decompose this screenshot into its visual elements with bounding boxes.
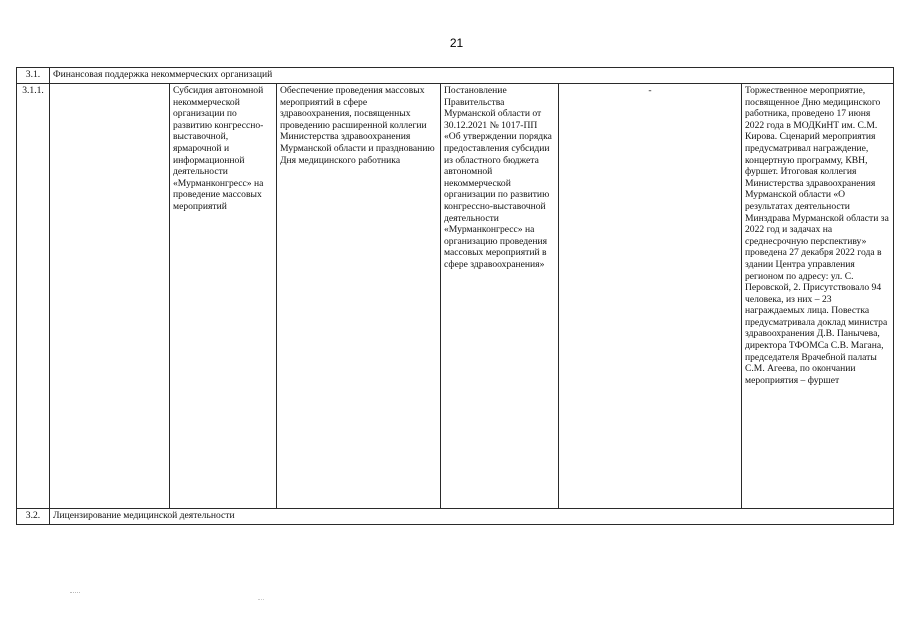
scan-artifact (70, 592, 80, 595)
row-number: 3.1.1. (17, 84, 50, 509)
section-row-3-1 (17, 68, 894, 84)
section-number: 3.1. (17, 68, 50, 84)
dash-cell: - (559, 84, 742, 509)
section-row-3-2 (17, 509, 894, 525)
result-cell: Торжественное мероприятие, посвященное Дню медицинского работника, проведено 17 июня 2022 года в МОДКиНТ им. С.М. Кирова. Сценарий мероприятия предусматривал награждение, концертную программу, КВН, фуршет. Итоговая коллегия Министерства здравоохранения Мурманской области «О результатах деятельности Минздрава Мурманской области за 2022 год и задачах на среднесрочную перспективу» проведена 27 декабря 2022 года в здании Центра управления регионом по адресу: ул. С. Перовской, 2. Присутствовало 94 человека, из них – 23 награждаемых лица. Повестка предусматривала доклад министра здравоохранения Д.В. Панычева, директора ТФОМСа С.В. Магана, председателя Врачебной палаты С.М. Агеева, по окончании мероприятия – фуршет (742, 84, 894, 509)
empty-cell (50, 84, 170, 509)
page-number: 21 (449, 36, 464, 50)
scan-artifact (258, 599, 264, 602)
table-row (17, 84, 894, 509)
subsidy-name-cell: Субсидия автономной некоммерческой организации по развитию конгрессно-выставочной, ярмарочной и информационной деятельности «Мурманконгресс» на проведение массовых мероприятий (170, 84, 277, 509)
purpose-cell: Обеспечение проведения массовых мероприятий в сфере здравоохранения, посвященных проведению расширенной коллегии Министерства здравоохранения Мурманской области и празднованию Дня медицинского работника (277, 84, 441, 509)
section-title: Финансовая поддержка некоммерческих организаций (50, 68, 894, 84)
section-title: Лицензирование медицинской деятельности (50, 509, 894, 525)
report-table (16, 67, 894, 525)
legal-basis-cell: Постановление Правительства Мурманской области от 30.12.2021 № 1017-ПП «Об утверждении порядка предоставления субсидии из областного бюджета автономной некоммерческой организации по развитию конгрессно-выставочной деятельности «Мурманконгресс» на организацию проведения массовых мероприятий в сфере здравоохранения» (441, 84, 559, 509)
section-number: 3.2. (17, 509, 50, 525)
